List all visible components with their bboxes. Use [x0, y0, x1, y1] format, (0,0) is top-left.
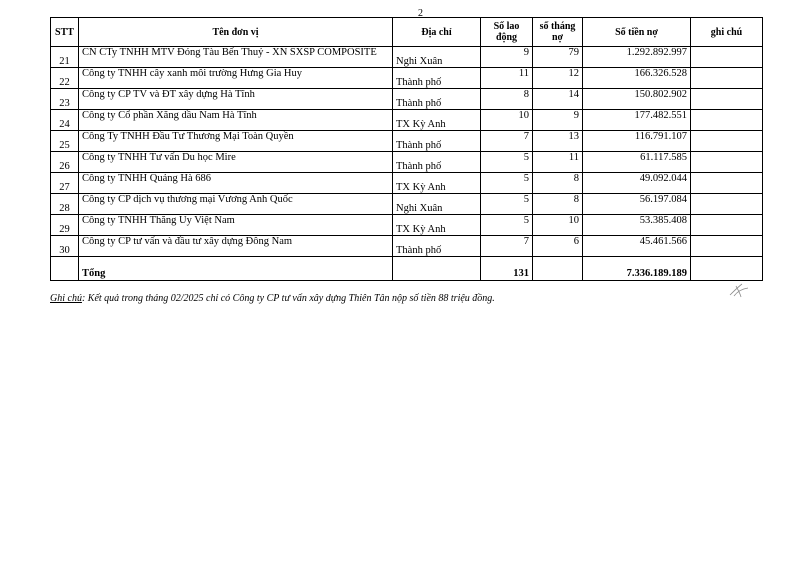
debt-table [50, 17, 763, 281]
cell-months: 13 [533, 131, 583, 152]
cell-workers: 7 [481, 131, 533, 152]
cell-workers: 5 [481, 215, 533, 236]
header-workers-line2: động [495, 32, 518, 43]
total-stt-cell [51, 257, 79, 281]
total-workers: 131 [481, 257, 533, 281]
cell-unit-name: Công ty CP dịch vụ thương mại Vương Anh Quốc [79, 194, 393, 215]
cell-amount: 49.092.044 [583, 173, 691, 194]
table-row [51, 47, 763, 68]
cell-months: 8 [533, 173, 583, 194]
total-amount: 7.336.189.189 [583, 257, 691, 281]
cell-amount: 177.482.551 [583, 110, 691, 131]
cell-amount: 150.802.902 [583, 89, 691, 110]
cell-unit-name: Công ty TNHH Tư vấn Du học Mire [79, 152, 393, 173]
cell-stt: 28 [51, 194, 79, 215]
cell-note [691, 110, 763, 131]
cell-address: Nghi Xuân [393, 47, 481, 68]
cell-months: 8 [533, 194, 583, 215]
cell-address: Thành phố [393, 89, 481, 110]
total-row [51, 257, 763, 281]
cell-stt: 30 [51, 236, 79, 257]
cell-unit-name: Công ty CP tư vấn và đầu tư xây dựng Đông Nam [79, 236, 393, 257]
header-workers-line1: Số lao [493, 21, 520, 32]
cell-note [691, 236, 763, 257]
cell-amount: 61.117.585 [583, 152, 691, 173]
page-number: 2 [418, 8, 423, 19]
footnote-label: Ghi chú [50, 293, 82, 304]
cell-stt: 26 [51, 152, 79, 173]
cell-address: Thành phố [393, 131, 481, 152]
cell-stt: 21 [51, 47, 79, 68]
signature-mark-icon [728, 281, 750, 299]
cell-amount: 166.326.528 [583, 68, 691, 89]
cell-stt: 24 [51, 110, 79, 131]
table-row [51, 152, 763, 173]
cell-address: Nghi Xuân [393, 194, 481, 215]
cell-stt: 27 [51, 173, 79, 194]
cell-unit-name: Công ty TNHH Thăng Uy Việt Nam [79, 215, 393, 236]
table-row [51, 68, 763, 89]
total-address-cell [393, 257, 481, 281]
cell-workers: 7 [481, 236, 533, 257]
table-row [51, 89, 763, 110]
cell-workers: 5 [481, 173, 533, 194]
header-months-line1: số tháng [539, 21, 576, 32]
header-address: Địa chỉ [393, 18, 481, 47]
cell-address: Thành phố [393, 152, 481, 173]
cell-note [691, 68, 763, 89]
table-row [51, 110, 763, 131]
cell-address: TX Kỳ Anh [393, 110, 481, 131]
footnote [50, 293, 495, 304]
total-label: Tổng [79, 257, 393, 281]
cell-unit-name: Công ty CP TV và ĐT xây dựng Hà Tĩnh [79, 89, 393, 110]
cell-months: 11 [533, 152, 583, 173]
cell-note [691, 215, 763, 236]
cell-note [691, 89, 763, 110]
cell-unit-name: Công Ty TNHH Đầu Tư Thương Mại Toàn Quyền [79, 131, 393, 152]
header-unit-name: Tên đơn vị [79, 18, 393, 47]
cell-workers: 11 [481, 68, 533, 89]
cell-address: Thành phố [393, 236, 481, 257]
cell-workers: 10 [481, 110, 533, 131]
cell-months: 9 [533, 110, 583, 131]
cell-workers: 9 [481, 47, 533, 68]
cell-months: 6 [533, 236, 583, 257]
total-note-cell [691, 257, 763, 281]
cell-amount: 1.292.892.997 [583, 47, 691, 68]
cell-note [691, 194, 763, 215]
cell-amount: 56.197.084 [583, 194, 691, 215]
cell-unit-name: Công ty TNHH Quảng Hà 686 [79, 173, 393, 194]
cell-months: 12 [533, 68, 583, 89]
header-workers [481, 18, 533, 47]
header-amount: Số tiền nợ [583, 18, 691, 47]
cell-address: TX Kỳ Anh [393, 215, 481, 236]
table-row [51, 236, 763, 257]
cell-note [691, 47, 763, 68]
cell-unit-name: CN CTy TNHH MTV Đóng Tàu Bến Thuỷ - XN SXSP COMPOSITE [79, 47, 393, 68]
cell-workers: 5 [481, 152, 533, 173]
cell-months: 79 [533, 47, 583, 68]
cell-amount: 45.461.566 [583, 236, 691, 257]
table-row [51, 215, 763, 236]
header-note: ghi chú [691, 18, 763, 47]
cell-stt: 29 [51, 215, 79, 236]
cell-unit-name: Công ty TNHH cây xanh môi trường Hưng Gia Huy [79, 68, 393, 89]
cell-stt: 23 [51, 89, 79, 110]
cell-months: 10 [533, 215, 583, 236]
footnote-text: : Kết quả trong tháng 02/2025 chỉ có Công ty CP tư vấn xây dựng Thiên Tân nộp số tiền 88 triệu đồng. [81, 293, 495, 304]
cell-note [691, 173, 763, 194]
cell-amount: 53.385.408 [583, 215, 691, 236]
cell-months: 14 [533, 89, 583, 110]
cell-address: Thành phố [393, 68, 481, 89]
cell-note [691, 131, 763, 152]
cell-address: TX Kỳ Anh [393, 173, 481, 194]
cell-workers: 8 [481, 89, 533, 110]
cell-workers: 5 [481, 194, 533, 215]
table-row [51, 194, 763, 215]
cell-note [691, 152, 763, 173]
table-row [51, 173, 763, 194]
header-months-line2: nợ [551, 32, 564, 43]
total-months-cell [533, 257, 583, 281]
cell-unit-name: Công ty Cổ phần Xăng dầu Nam Hà Tĩnh [79, 110, 393, 131]
header-stt: STT [51, 18, 79, 47]
cell-amount: 116.791.107 [583, 131, 691, 152]
cell-stt: 25 [51, 131, 79, 152]
table-header-row [51, 18, 763, 47]
header-months [533, 18, 583, 47]
cell-stt: 22 [51, 68, 79, 89]
table-row [51, 131, 763, 152]
